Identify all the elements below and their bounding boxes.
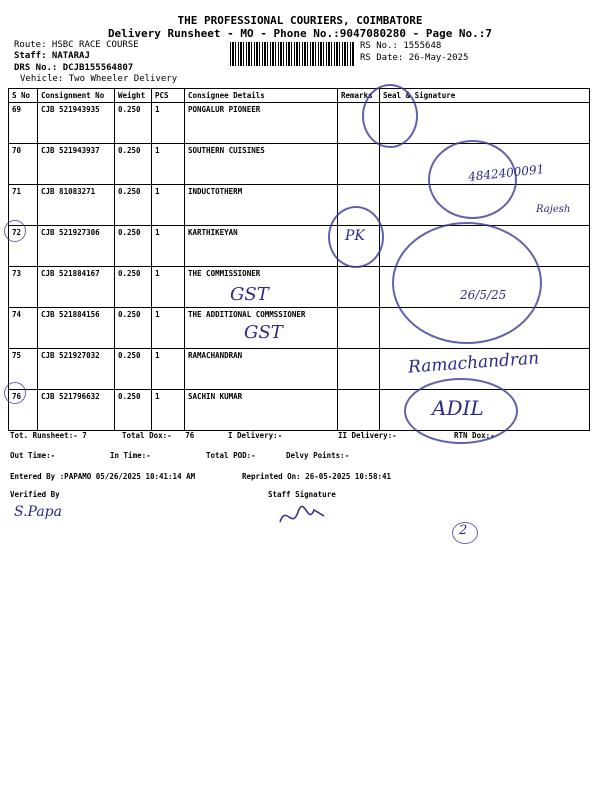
cell-sno: 72 <box>9 226 38 267</box>
col-signature: Seal & Signature <box>380 89 590 103</box>
cell-weight: 0.250 <box>115 267 152 308</box>
rtn-dox: RTN Dox:- <box>454 431 495 440</box>
barcode <box>230 42 355 66</box>
cell-consignee: THE ADDITIONAL COMMSSIONER <box>185 308 338 349</box>
drs-number: DRS No.: DCJB155564807 <box>14 63 134 73</box>
verifier-signature: S.Papa <box>14 504 62 520</box>
pk-mark: PK <box>345 228 365 244</box>
gst-handwriting-2: GST <box>244 322 283 343</box>
cell-weight: 0.250 <box>115 226 152 267</box>
cell-pcs: 1 <box>152 144 185 185</box>
cell-weight: 0.250 <box>115 185 152 226</box>
company-title: THE PROFESSIONAL COURIERS, COIMBATORE <box>177 14 423 27</box>
cell-sno: 74 <box>9 308 38 349</box>
tot-runsheet: Tot. Runsheet:- 7 <box>10 431 87 440</box>
cell-pcs: 1 <box>152 308 185 349</box>
cell-consignee: PONGALUR PIONEER <box>185 103 338 144</box>
page-mark: 2 <box>459 523 468 538</box>
route: Route: HSBC RACE COURSE <box>14 40 139 50</box>
col-pcs: PCS <box>152 89 185 103</box>
date-handwriting: 26/5/25 <box>460 288 507 302</box>
cell-weight: 0.250 <box>115 144 152 185</box>
row-72-circle <box>4 220 26 242</box>
cell-consignment: CJB 521927306 <box>38 226 115 267</box>
cell-sno: 75 <box>9 349 38 390</box>
col-sno: S No <box>9 89 38 103</box>
col-consignment: Consignment No <box>38 89 115 103</box>
staff-signature-scribble <box>278 502 328 532</box>
cell-consignee: KARTHIKEYAN <box>185 226 338 267</box>
cell-pcs: 1 <box>152 390 185 431</box>
table-row <box>9 103 590 144</box>
cell-consignee: SOUTHERN CUISINES <box>185 144 338 185</box>
adil-signature: ADIL <box>432 396 484 420</box>
staff: Staff: NATARAJ <box>14 51 90 61</box>
cell-consignment: CJB 521927032 <box>38 349 115 390</box>
i-delivery: I Delivery:- <box>228 431 283 440</box>
cell-consignee: RAMACHANDRAN <box>185 349 338 390</box>
cell-sno: 73 <box>9 267 38 308</box>
total-dox: Total Dox:- 76 <box>122 431 195 440</box>
cell-remarks <box>338 267 380 308</box>
cell-consignment: CJB 521943937 <box>38 144 115 185</box>
total-pod: Total POD:- <box>206 451 256 460</box>
table-header-row <box>9 89 590 103</box>
cell-sno: 76 <box>9 390 38 431</box>
gst-commissioner-stamp <box>392 222 542 344</box>
cell-remarks <box>338 144 380 185</box>
out-time: Out Time:- <box>10 451 56 460</box>
cell-consignment: CJB 521884167 <box>38 267 115 308</box>
cell-pcs: 1 <box>152 267 185 308</box>
delvy-points: Delvy Points:- <box>286 451 350 460</box>
runsheet-title: Delivery Runsheet - MO - Phone No.:9047080280 - Page No.:7 <box>107 27 493 40</box>
company-stamp <box>362 84 418 148</box>
cell-sno: 70 <box>9 144 38 185</box>
phone-handwriting: 4842400091 <box>467 162 545 184</box>
cell-consignee: THE COMMISSIONER <box>185 267 338 308</box>
cell-sno: 69 <box>9 103 38 144</box>
cell-remarks <box>338 308 380 349</box>
rs-date: RS Date: 26-May-2025 <box>360 53 469 63</box>
ramachandran-signature: Ramachandran <box>407 348 540 378</box>
ii-delivery: II Delivery:- <box>338 431 397 440</box>
cell-consignee: INDUCTOTHERM <box>185 185 338 226</box>
rajesh-signature: Rajesh <box>536 204 571 215</box>
cell-consignment: CJB 521884156 <box>38 308 115 349</box>
rs-number: RS No.: 1555648 <box>360 41 442 51</box>
col-remarks: Remarks <box>338 89 380 103</box>
col-weight: Weight <box>115 89 152 103</box>
entered-by: Entered By :PAPAMO 05/26/2025 10:41:14 AM <box>10 472 196 481</box>
cell-weight: 0.250 <box>115 390 152 431</box>
cell-consignment: CJB 81083271 <box>38 185 115 226</box>
cell-pcs: 1 <box>152 103 185 144</box>
col-consignee: Consignee Details <box>185 89 338 103</box>
cell-pcs: 1 <box>152 349 185 390</box>
cell-weight: 0.250 <box>115 349 152 390</box>
in-time: In Time:- <box>110 451 151 460</box>
cell-consignee: SACHIN KUMAR <box>185 390 338 431</box>
vehicle: Vehicle: Two Wheeler Delivery <box>20 74 178 84</box>
cell-weight: 0.250 <box>115 103 152 144</box>
cell-weight: 0.250 <box>115 308 152 349</box>
cell-pcs: 1 <box>152 226 185 267</box>
cell-sno: 71 <box>9 185 38 226</box>
verified-by-label: Verified By <box>10 490 60 499</box>
cell-consignment: CJB 521796632 <box>38 390 115 431</box>
row-76-circle <box>4 382 26 404</box>
cell-remarks <box>338 390 380 431</box>
cell-remarks <box>338 349 380 390</box>
gst-handwriting-1: GST <box>230 284 269 305</box>
cell-consignment: CJB 521943935 <box>38 103 115 144</box>
reprinted-on: Reprinted On: 26-05-2025 10:58:41 <box>242 472 392 481</box>
staff-signature-label: Staff Signature <box>268 490 336 499</box>
cell-pcs: 1 <box>152 185 185 226</box>
